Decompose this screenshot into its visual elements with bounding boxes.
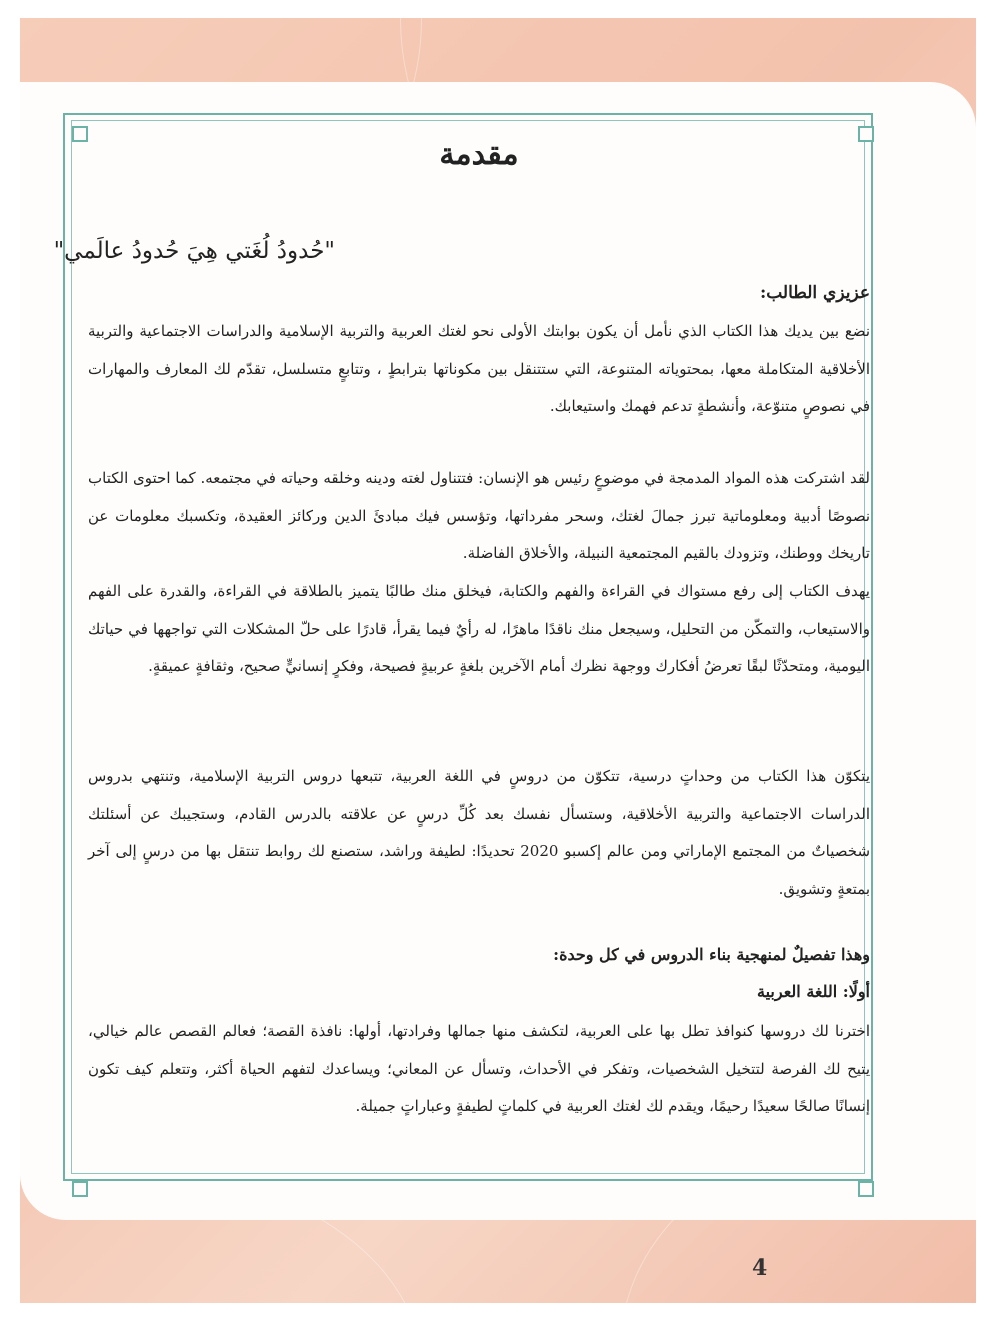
frame-corner-top-left (72, 126, 88, 142)
methodology-intro: وهذا تفصيلٌ لمنهجية بناء الدروس في كل وحدة: (553, 945, 870, 964)
section-paragraph-arabic: اخترنا لك دروسها كنوافذ تطل بها على العربية، لتكشف منها جمالها وفرادتها، أولها: نافذة القصة؛ فعالم القصص عالم خيالي، يتيح لك الفرصة لتتخيل الشخصيات، وتفكر في الأحداث، وتسأل عن المعاني؛ ويساعدك لتفهم الحياة أكثر، وتتعلم كيف تكون إنسانًا صالحًا سعيدًا رحيمًا، ويقدم لك لغتك العربية في كلماتٍ لطيفةٍ وعباراتٍ جميلة. (88, 1022, 870, 1115)
epigraph-quote: "حُدودُ لُغَتي هِيَ حُدودُ عالَمي" (53, 238, 335, 264)
intro-paragraph-2: لقد اشتركت هذه المواد المدمجة في موضوعٍ رئيس هو الإنسان: فتتناول لغته ودينه وخلقه وحياته في مجتمعه. كما احتوى الكتاب نصوصًا أدبية ومعلوماتية تبرز جمالَ لغتك، وسحر مفرداتها، وتؤسس فيك مبادئَ الدين وركائز العقيدة، وتكسبك معلومات عن تاريخك ووطنك، وتزودك بالقيم المجتمعية النبيلة، والأخلاق الفاضلة. (88, 469, 870, 562)
intro-paragraph-1: نضع بين يديك هذا الكتاب الذي نأمل أن يكون بوابتك الأولى نحو لغتك العربية والتربية الإسلامية والدراسات الاجتماعية والتربية الأخلاقية المتكاملة معها، بمحتوياته المتنوعة، التي ستتنقل بين مكوناتها بترابطٍ ، وتتابعٍ متسلسل، تقدّم لك المعارف والمهارات في نصوصٍ متنوّعة، وأنشطةٍ تدعم فهمك واستيعابك. (88, 322, 870, 415)
page-number: 4 (752, 1255, 768, 1281)
section-heading-arabic: أولًا: اللغة العربية (757, 982, 870, 1001)
page-content (53, 130, 871, 1115)
intro-paragraph-4: يتكوّن هذا الكتاب من وحداتٍ درسية، تتكوّن من دروسٍ في اللغة العربية، تتبعها دروس التربية الإسلامية، وتنتهي بدروس الدراسات الاجتماعية والتربية الأخلاقية، وستسأل نفسك بعد كُلِّ درسٍ عن علاقته بالدرس القادم، وستجيبك عن أسئلتك شخصياتٌ من المجتمع الإماراتي ومن عالم إكسبو 2020 تحديدًا: لطيفة وراشد، ستصنع لك روابط تنتقل بها من درسٍ إلى آخر بمتعةٍ وتشويق. (88, 767, 871, 898)
page-title: مقدمة (439, 137, 519, 172)
greeting-heading: عزيزي الطالب: (759, 283, 870, 303)
frame-corner-bottom-left (72, 1181, 88, 1197)
intro-paragraph-3: يهدف الكتاب إلى رفع مستواك في القراءة والفهم والكتابة، فيخلق منك طالبًا يتميز بالطلاقة في القراءة، والقدرة على الفهم والاستيعاب، والتمكّن من التحليل، وسيجعل منك ناقدًا ماهرًا، له رأيٌ فيما يقرأ، قادرًا على حلّ المشكلات التي تواجهها في حياتك اليومية، ومتحدّثًا لبقًا تعرضُ أفكارك ووجهة نظرك أمام الآخرين بلغةٍ عربيةٍ فصيحة، وفكرٍ إنسانيٍّ صحيح، وثقافةٍ عميقةٍ. (88, 582, 870, 675)
frame-corner-bottom-right (858, 1181, 874, 1197)
